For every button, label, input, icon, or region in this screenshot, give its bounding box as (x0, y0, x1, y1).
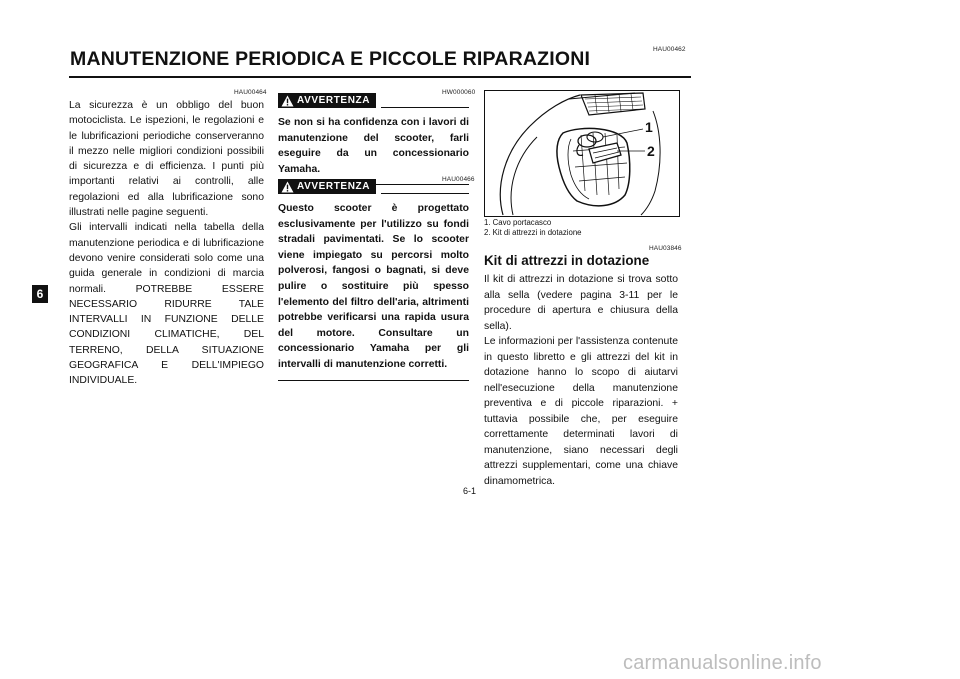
callout-1: 1 (645, 119, 653, 135)
section-text (484, 272, 678, 489)
warning-triangle-icon (281, 181, 294, 193)
warning-header-line (381, 193, 469, 194)
watermark: carmanualsonline.info (623, 652, 822, 674)
section-code-1: HAU00464 (234, 89, 267, 96)
warning-header-line (381, 107, 469, 108)
intro-paragraph: La sicurezza è un obbligo del buon motociclista. Le ispezioni, le regolazioni e le lubrificazioni periodiche conserveranno il mezzo nelle migliori condizioni possibili di sicurezza e di efficienza. I punti più importanti relativi ai controlli, alle regolazioni ed alla lubrificazione sono illustrati nelle pagine seguenti. (69, 100, 264, 219)
warning-label (278, 93, 376, 108)
warning-triangle-icon (281, 95, 294, 107)
warning-header (278, 179, 469, 197)
warning-header (278, 93, 469, 111)
warning-code-1: HW000060 (442, 89, 476, 96)
warning-label-text: AVVERTENZA (297, 181, 371, 192)
warning-box-1 (278, 93, 469, 185)
section-code-2: HAU03846 (649, 245, 682, 252)
chapter-tab: 6 (32, 285, 48, 303)
tool-kit-figure (484, 90, 680, 217)
warning-text-2: Questo scooter è progettato esclusivamente per l'utilizzo su fondi stradali pavimentati. Se lo scooter viene impiegato su percorsi molto polverosi, fangosi o bagnati, si deve pulire o sostituire più spesso l'elemento del filtro dell'aria, altrimenti potrebbe verificarsi una rapida usura del motore. Consultare un concessionario Yamaha per gli intervalli di manutenzione corretti. (278, 203, 469, 370)
intro-paragraph: Gli intervalli indicati nella tabella della manutenzione periodica e di lubrificazione devono venire considerati solo come una guida generale in condizioni di marcia normali. POTREBBE ESSERE NECESSARIO RIDURRE TALE INTERVALLI IN FUNZIONE DELLE CONDIZIONI CLIMATICHE, DEL TERRENO, DELLA SITUAZIONE GEOGRAFICA E DELL'IMPIEGO INDIVIDUALE. (69, 222, 264, 387)
page-title: MANUTENZIONE PERIODICA E PICCOLE RIPARAZIONI (70, 48, 591, 70)
caption-item: 2. Kit di attrezzi in dotazione (484, 228, 582, 237)
caption-item: 1. Cavo portacasco (484, 218, 552, 227)
section-heading: Kit di attrezzi in dotazione (484, 253, 650, 268)
callout-2: 2 (647, 143, 655, 159)
warning-bottom-rule (278, 380, 469, 381)
title-rule (69, 76, 691, 78)
warning-label-text: AVVERTENZA (297, 95, 371, 106)
warning-code-2: HAU00466 (442, 176, 475, 183)
section-paragraph: Il kit di attrezzi in dotazione si trova sotto alla sella (vedere pagina 3-11 per le procedure di apertura e chiusura della sella). (484, 274, 678, 332)
warning-box-2 (278, 179, 469, 381)
page-number: 6-1 (463, 486, 477, 496)
section-paragraph: Le informazioni per l'assistenza contenute in questo libretto e gli attrezzi del kit in dotazione hanno lo scopo di aiutarvi nell'esecuzione della manutenzione preventiva e di piccole riparazioni. + tuttavia possibile che, per eseguire correttamente determinati lavori di manutenzione, siano necessari degli attrezzi supplementari, come una chiave dinamometrica. (484, 336, 678, 487)
intro-text (69, 98, 264, 389)
seat-storage-illustration (485, 91, 679, 216)
warning-label (278, 179, 376, 194)
header-code: HAU00462 (653, 46, 686, 53)
warning-text-1: Se non si ha confidenza con i lavori di manutenzione del scooter, farli eseguire da un concessionario Yamaha. (278, 117, 469, 175)
figure-caption (484, 218, 582, 238)
